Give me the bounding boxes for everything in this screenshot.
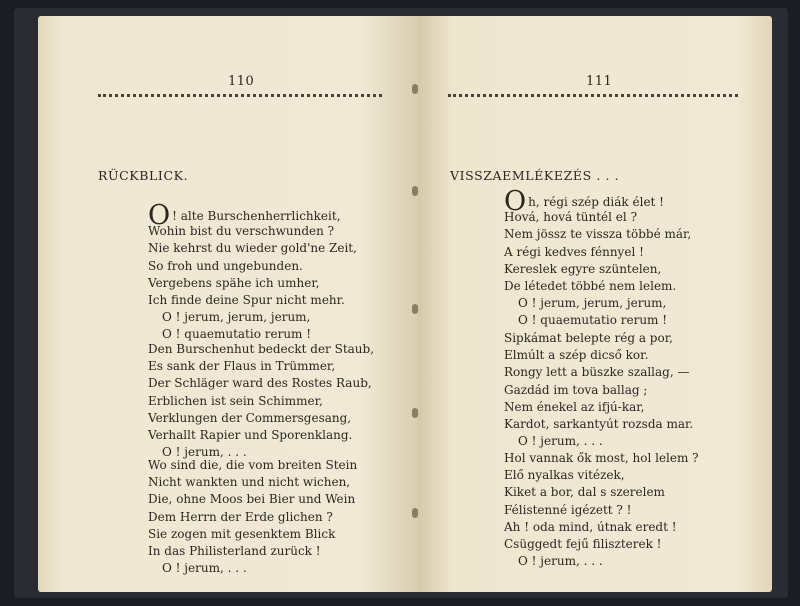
stanza-1 — [148, 200, 357, 344]
verse-line: Hová, hová tüntél el ? — [504, 210, 637, 225]
refrain-line: O ! jerum, . . . — [518, 554, 603, 569]
verse-line: Sipkámat belepte rég a por, — [504, 331, 673, 345]
verse-line: Verklungen der Commersgesang, — [148, 410, 352, 425]
verse-line: Erblichen ist sein Schimmer, — [148, 393, 323, 408]
verse-line: Kardot, sarkantyút rozsda mar. — [504, 416, 694, 431]
verse-line: Es sank der Flaus in Trümmer, — [148, 359, 336, 374]
verse-line: In das Philisterland zurück ! — [148, 543, 321, 558]
verse-line: Sie zogen mit gesenktem Blick — [148, 526, 336, 541]
verse-line: Nie kehrst du wieder gold'ne Zeit, — [148, 241, 357, 256]
verse-line: Vergebens spähe ich umher, — [148, 275, 320, 290]
refrain-line: O ! jerum, . . . — [518, 434, 603, 449]
stanza-2 — [504, 330, 693, 450]
header-rule — [448, 94, 738, 97]
verse-line: Den Burschenhut bedeckt der Staub, — [148, 342, 375, 356]
verse-line: Nem énekel az ifjú-kar, — [504, 399, 645, 414]
stanza-3 — [148, 457, 357, 577]
verse-line: Wohin bist du verschwunden ? — [148, 224, 335, 239]
verse-line: Nem jössz te vissza többé már, — [504, 227, 692, 242]
verse-line: Ah ! oda mind, útnak eredt ! — [504, 519, 677, 534]
right-page — [418, 16, 772, 592]
refrain-line: O ! quaemutatio rerum ! — [518, 313, 668, 328]
stanza-3 — [504, 450, 699, 570]
verse-line: Hol vannak ők most, hol lelem ? — [504, 451, 699, 465]
verse-line: Dem Herrn der Erde glichen ? — [148, 509, 333, 524]
drop-cap: O — [148, 200, 171, 231]
verse-line: Elmúlt a szép dicső kor. — [504, 348, 649, 363]
header-rule — [98, 94, 382, 97]
refrain-line: O ! jerum, . . . — [162, 561, 247, 576]
verse-line: Kereslek egyre szüntelen, — [504, 261, 662, 276]
verse-line: Kiket a bor, dal s szerelem — [504, 485, 665, 500]
page-number: 111 — [586, 74, 613, 89]
verse-line: Gazdád im tova ballag ; — [504, 382, 648, 397]
stitch-hole — [412, 304, 418, 314]
verse-line: Die, ohne Moos bei Bier und Wein — [148, 492, 356, 507]
poem-title: RÜCKBLICK. — [98, 168, 189, 183]
verse-line: Wo sind die, die vom breiten Stein — [148, 458, 358, 472]
refrain-line: O ! quaemutatio rerum ! — [162, 327, 312, 342]
verse-line: Nicht wankten und nicht wichen, — [148, 475, 351, 490]
verse-line: De létedet többé nem lelem. — [504, 278, 677, 293]
refrain-line: O ! jerum, . . . — [162, 445, 247, 460]
stitch-hole — [412, 186, 418, 196]
poem-title: VISSZAEMLÉKEZÉS . . . — [450, 168, 620, 183]
stanza-2 — [148, 341, 374, 461]
verse-line: Der Schläger ward des Rostes Raub, — [148, 376, 372, 391]
refrain-line: O ! jerum, jerum, jerum, — [162, 310, 311, 325]
verse-line: Elő nyalkas vitézek, — [504, 468, 625, 483]
verse-line: So froh und ungebunden. — [148, 258, 303, 273]
verse-line: Rongy lett a büszke szallag, — — [504, 365, 690, 380]
verse-line: A régi kedves fénnyel ! — [504, 244, 644, 259]
open-book — [14, 8, 788, 598]
left-page — [38, 16, 418, 592]
verse-line: Csüggedt fejű filiszterek ! — [504, 536, 662, 551]
drop-cap: O — [504, 186, 527, 217]
verse-line: Félistenné igézett ? ! — [504, 502, 632, 517]
verse-line: Oh, régi szép diák élet ! — [504, 186, 665, 217]
verse-line: Ich finde deine Spur nicht mehr. — [148, 292, 345, 307]
stitch-hole — [412, 84, 418, 94]
verse-line: O ! alte Burschenherrlichkeit, — [148, 200, 341, 231]
page-number: 110 — [228, 74, 255, 89]
stanza-1 — [504, 186, 692, 330]
verse-line: Verhallt Rapier und Sporenklang. — [148, 427, 353, 442]
refrain-line: O ! jerum, jerum, jerum, — [518, 296, 667, 311]
stitch-hole — [412, 408, 418, 418]
stitch-hole — [412, 508, 418, 518]
